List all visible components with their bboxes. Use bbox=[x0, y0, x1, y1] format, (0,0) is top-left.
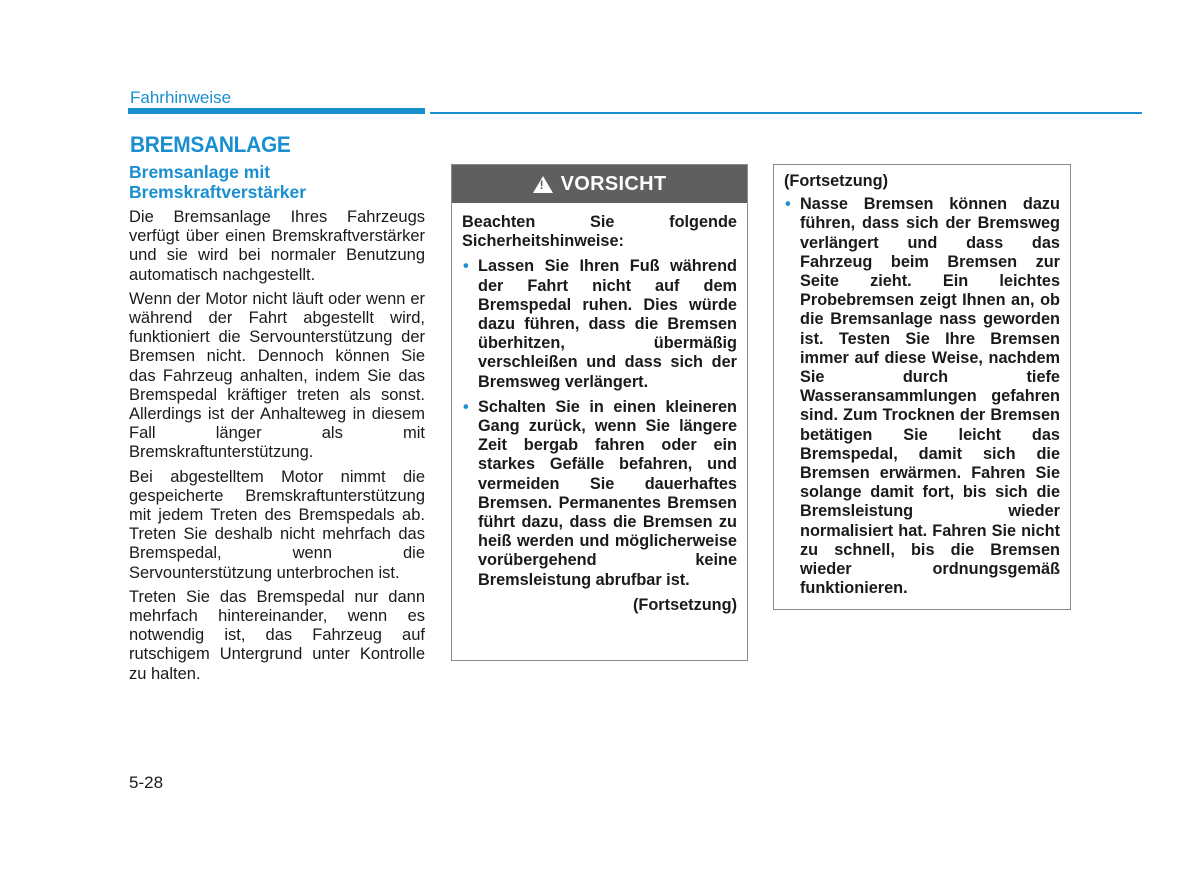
continuation-bullet-list bbox=[784, 195, 1060, 598]
warning-body bbox=[452, 203, 747, 615]
left-column bbox=[129, 162, 425, 689]
header-rule-thick bbox=[128, 108, 425, 114]
paragraph: Die Bremsanlage Ihres Fahrzeugs verfügt über einen Bremskraftverstärker und sie wird bei normaler Benutzung automatisch nachgestellt. bbox=[129, 208, 425, 284]
list-item bbox=[462, 257, 737, 391]
list-item bbox=[784, 195, 1060, 598]
paragraph: Treten Sie das Bremspedal nur dann mehrfach hintereinander, wenn es notwendig ist, das Fahrzeug auf rutschigem Untergrund unter Kontrolle zu halten. bbox=[129, 587, 425, 683]
bullet-icon: • bbox=[463, 397, 469, 416]
list-item-text: Nasse Bremsen können dazu führen, dass sich der Bremsweg verlängert und dass das Fahrzeug beim Bremsen zur Seite zieht. Ein leichtes Probebremsen zeigt Ihnen an, ob die Bremsanlage nass geworden ist. Testen Sie Ihre Bremsen immer auf diese Weise, nachdem Sie durch tiefe Wasseransammlungen gefahren sind. Zum Trocknen der Bremsen betätigen Sie leicht das Bremspedal, damit sich die Bremsen erwärmen. Fahren Sie solange damit fort, bis sich die Bremsleistung wieder normalisiert hat. Fahren Sie nicht zu schnell, bis die Bremsen wieder ordnungsgemäß funktionieren. bbox=[800, 195, 1060, 598]
list-item-text: Lassen Sie Ihren Fuß während der Fahrt nicht auf dem Bremspedal ruhen. Dies würde dazu führen, dass die Bremsen überhitzen, übermäßig verschleißen und dass sich der Bremsweg verlängert. bbox=[478, 257, 737, 391]
continued-label: (Fortsetzung) bbox=[633, 595, 737, 614]
warning-header bbox=[452, 165, 747, 203]
warning-bullet-list bbox=[462, 257, 737, 589]
bullet-icon: • bbox=[463, 257, 469, 276]
header-rule-thin bbox=[430, 112, 1142, 114]
continuation-body bbox=[774, 165, 1070, 598]
continuation-box bbox=[773, 164, 1071, 610]
list-item bbox=[462, 398, 737, 590]
warning-intro: Beachten Sie folgende Sicherheitshinweise: bbox=[462, 213, 737, 251]
warning-box bbox=[451, 164, 748, 661]
warning-triangle-icon bbox=[533, 176, 553, 193]
warning-title: VORSICHT bbox=[560, 172, 667, 195]
chapter-title: BREMSANLAGE bbox=[130, 132, 291, 157]
section-label: Fahrhinweise bbox=[130, 88, 232, 107]
bullet-icon: • bbox=[785, 195, 791, 214]
paragraph: Bei abgestelltem Motor nimmt die gespeicherte Bremskraftunterstützung mit jedem Treten des Bremspedals ab. Treten Sie deshalb nicht mehrfach das Bremspedal, wenn die Servounterstützung unterbrochen ist. bbox=[129, 467, 425, 582]
subheading: Bremsanlage mit Bremskraftverstärker bbox=[129, 162, 307, 202]
paragraph: Wenn der Motor nicht läuft oder wenn er während der Fahrt abgestellt wird, funktioniert die Servounterstützung der Bremsen nicht. Dennoch können Sie das Fahrzeug anhalten, indem Sie das Bremspedal kräftiger treten als sonst. Allerdings ist der Anhalteweg in diesem Fall länger als mit Bremskraftunterstützung. bbox=[129, 289, 425, 462]
continuation-label: (Fortsetzung) bbox=[784, 172, 888, 190]
page-number: 5-28 bbox=[129, 773, 164, 792]
list-item-text: Schalten Sie in einen kleineren Gang zurück, wenn Sie längere Zeit bergab fahren oder ein starkes Gefälle befahren, und vermeiden Sie dauerhaftes Bremsen. Permanentes Bremsen führt dazu, dass die Bremsen zu heiß werden und möglicherweise vorübergehend keine Bremsleistung abrufbar ist. bbox=[478, 397, 737, 589]
